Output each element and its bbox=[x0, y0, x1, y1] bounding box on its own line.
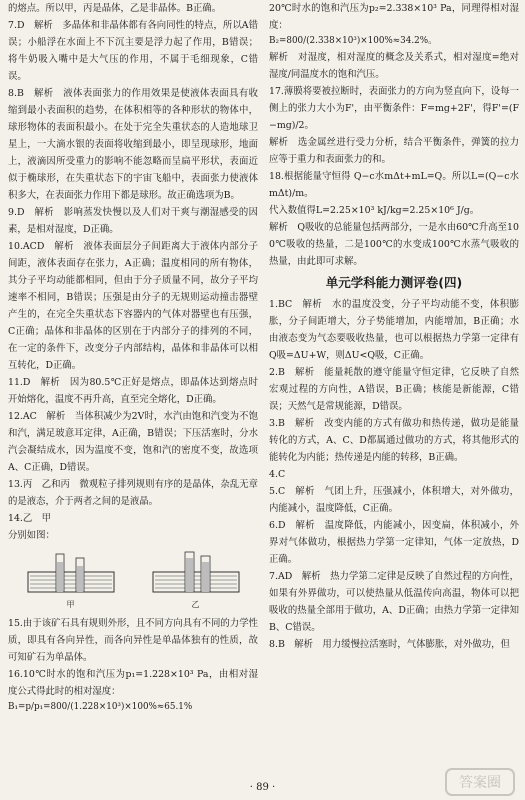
answer-14: 14.乙 甲 bbox=[8, 513, 52, 524]
answer-11: 11.D 解析 因为80.5℃正好是熔点，即晶体达到熔点时开始熔化，温度不再升高，直至完全熔化，D正确。 bbox=[8, 377, 258, 405]
test-answer-6: 6.D 解析 温度降低，内能减小，因变扁，体积减小，外界对气体做功，根据热力学第一定律知，气体一定放热，D正确。 bbox=[269, 520, 519, 565]
answer-13: 13.丙 乙和丙 微观粒子排列规则有序的是晶体，杂乱无章的是液态，介于两者之间的是液晶。 bbox=[8, 479, 258, 507]
answer-15: 15.由于该矿石具有规则外形，且不同方向具有不同的力学性质，即具有各向异性，而各向异性是单晶体独有的性质，故可知矿石为单晶体。 bbox=[8, 618, 258, 663]
formula-b1: B₁=p/p₁=800/(1.228×10³)×100%≈65.1% bbox=[8, 702, 193, 712]
watermark-logo-icon bbox=[445, 768, 515, 796]
answer-10: 10.ACD 解析 液体表面层分子间距离大于液体内部分子间距，液体表面存在张力，A正确；温度相同的所有物体，其分子平均动能都相同，但由于分子质量不同，故分子平均速率不相同，B错误；压强是由分子的无规则运动撞击器壁产生的，在完全失重状态下容器内的气体对器壁也有压强，C正确；晶体和非晶体的区别在于内部分子的排列的不同，在一定的条件下，改变分子内部结构，晶体和非晶体可以相互转化，D正确。 bbox=[8, 241, 258, 371]
formula-b2: B₂=800/(2.338×10³)×100%≈34.2%。 bbox=[269, 36, 437, 46]
test-answer-3: 3.B 解析 改变内能的方式有做功和热传递，做功是能量转化的方式，A、C、D都属通过做功的方式，将其他形式的能转化为内能；热传递是内能的转移，B正确。 bbox=[269, 418, 519, 463]
answer-8: 8.B 解析 液体表面张力的作用效果是使液体表面具有收缩到最小表面积的趋势，在体积相等的各种形状的物体中，球形物体的表面积最小。在处于完全失重状态的人造地球卫星上，一大滴水银的表面将收缩到最小，即呈现球形，地面上，液滴因所受重力的影响不能忽略而呈扁平形状，表面近似于椭球形，在失重状态下的宇宙飞船中，表面张力使液体积多大，在表面张力作用下都是球形。故正确选项为B。 bbox=[8, 88, 258, 201]
text-paragraph: 的熔点。所以甲，丙是晶体，乙是非晶体。B正确。 bbox=[8, 3, 222, 14]
analysis-16: 解析 对湿度，相对湿度的概念及关系式，相对湿度=绝对湿度/同温度水的饱和汽压。 bbox=[269, 52, 519, 80]
answer-7: 7.D 解析 多晶体和非晶体都有各向同性的特点，所以A错误；小船浮在水面上不下沉主要是浮力起了作用，B错误；将牛奶吸入嘴中是大气压的作用，不属于毛细现象，C错误。 bbox=[8, 20, 258, 82]
section-title: 单元学科能力测评卷(四) bbox=[325, 275, 463, 290]
figure-label-right: 乙 bbox=[191, 600, 200, 609]
answer-12: 12.AC 解析 当体积减少为2V时，水汽由饱和汽变为不饱和汽，满足玻意耳定律，A正确，B错误；下压活塞时，分水汽会凝结成水，因为温度不变，饱和汽的密度不变，故选项A、C正确，D错误。 bbox=[8, 411, 258, 473]
left-column bbox=[8, 0, 258, 715]
test-answer-4: 4.C bbox=[269, 469, 286, 480]
right-column bbox=[269, 0, 519, 653]
capillary-figure-left bbox=[26, 550, 116, 594]
answer-18: 18.根据能量守恒得 Q−c水mΔt+mL=Q。所以L=(Q−c水mΔt)/m。 bbox=[269, 171, 519, 199]
answer-16: 16.10℃时水的饱和汽压为p₁=1.228×10³ Pa，由相对湿度公式得此时的相对湿度： bbox=[8, 669, 258, 697]
capillary-figure-right bbox=[151, 550, 241, 594]
capillary-figure bbox=[8, 548, 258, 594]
watermark-text: 答案圈 bbox=[459, 775, 501, 791]
figure-labels bbox=[8, 596, 258, 613]
test-answer-2: 2.B 解析 能量耗散的遵守能量守恒定律，它反映了自然宏观过程的方向性，A错误，B正确；核能是新能源，C错误；天然气是常规能源，D错误。 bbox=[269, 367, 519, 412]
answer-17: 17.薄膜将要被拉断时，表面张力的方向为竖直向下，设每一侧上的张力大小为F'，由平衡条件：F=mg+2F'，得F'=(F−mg)/2。 bbox=[269, 86, 519, 131]
test-answer-8: 8.B 解析 用力缓慢拉活塞时，气体膨胀，对外做功，但 bbox=[269, 639, 510, 650]
answer-18-value: 代入数值得L=2.25×10³ kJ/kg=2.25×10⁶ J/g。 bbox=[269, 205, 480, 216]
answer-9: 9.D 解析 影响蒸发快慢以及人们对干爽与潮湿感受的因素，是相对湿度，D正确。 bbox=[8, 207, 258, 235]
test-answer-7: 7.AD 解析 热力学第二定律是反映了自然过程的方向性，如果有外界做功，可以使热量从低温传向高温，物体可以把吸收的热量全部用于做功，A、D正确；由热力学第一定律知B、C错误。 bbox=[269, 571, 519, 633]
analysis-18: 解析 Q吸收的总能量包括两部分，一是水由60℃升高至100℃吸收的热量，二是100℃的水变成100℃水蒸气吸收的热量，由此即可求解。 bbox=[269, 222, 519, 267]
answer-16-cont: 20℃时水的饱和汽压为p₂=2.338×10³ Pa，同理得相对湿度： bbox=[269, 3, 519, 31]
figure-caption: 分别如图： bbox=[8, 530, 55, 541]
analysis-17: 解析 选金属丝进行受力分析，结合平衡条件，弹簧的拉力应等于重力和表面张力的和。 bbox=[269, 137, 519, 165]
figure-label-left: 甲 bbox=[66, 600, 75, 609]
test-answer-1: 1.BC 解析 水的温度没变，分子平均动能不变，体积膨胀，分子间距增大，分子势能增加，内能增加，B正确；水由液态变为气态要吸收热量，也可以根据热力学第一定律有Q吸=ΔU+W，则ΔU<Q吸，C正确。 bbox=[269, 299, 519, 361]
test-answer-5: 5.C 解析 气团上升，压强减小，体积增大，对外做功，内能减小，温度降低，C正确。 bbox=[269, 486, 519, 514]
page-number: · 89 · bbox=[249, 782, 276, 793]
